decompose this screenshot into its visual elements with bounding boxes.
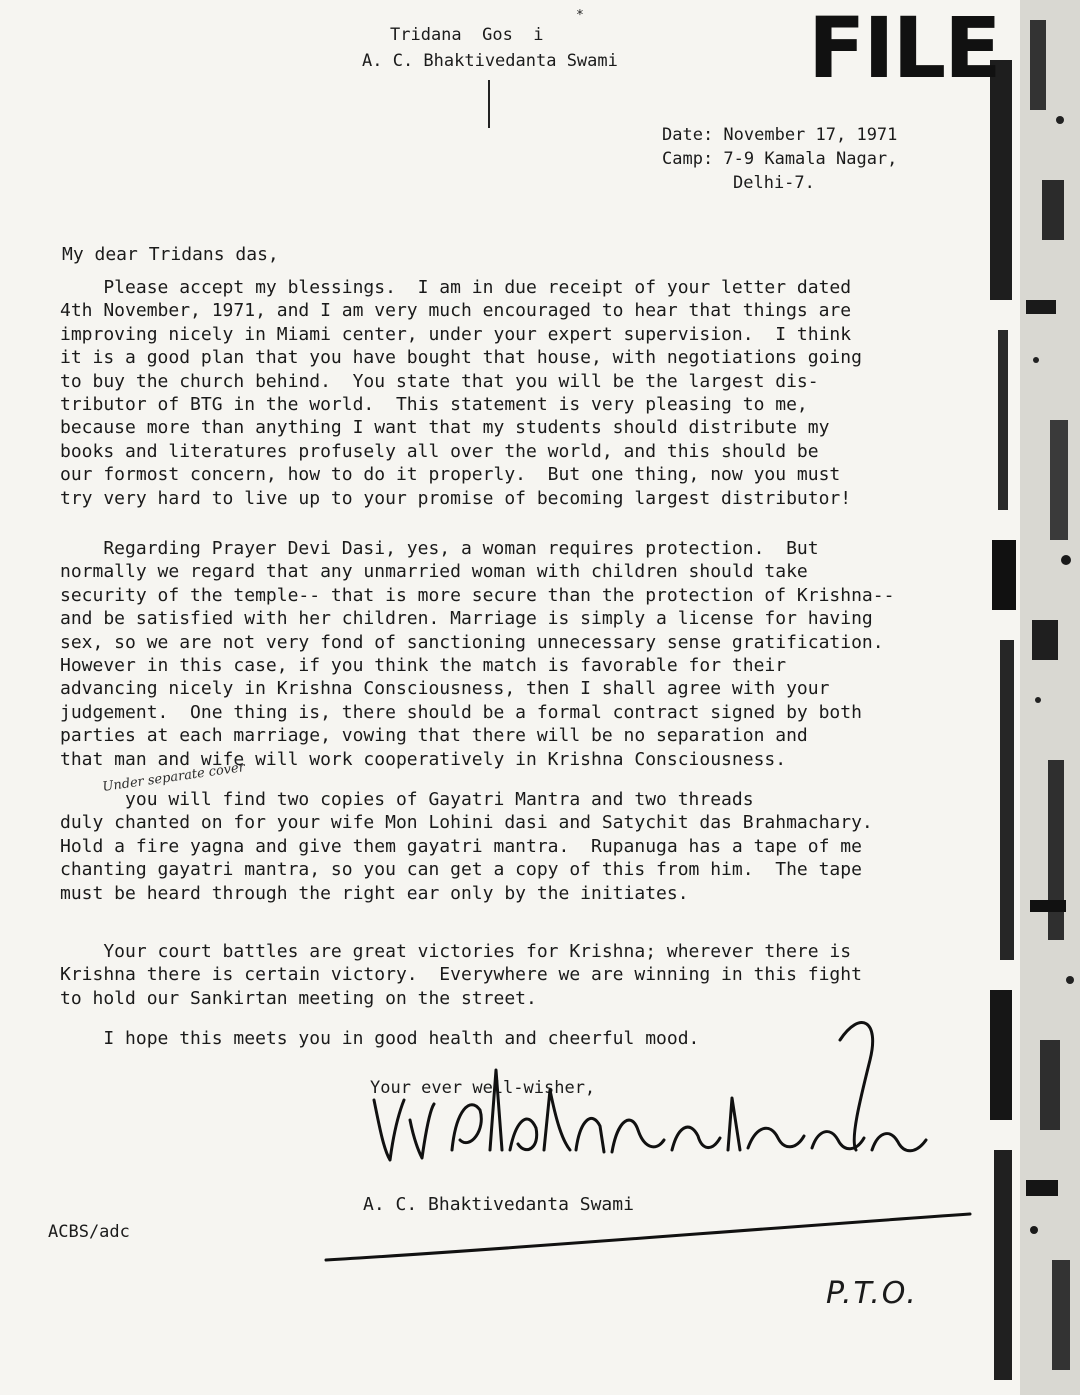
letterhead-name: A. C. Bhaktivedanta Swami [362,51,618,71]
handwritten-underline [320,1210,980,1270]
handwritten-margin-note: Under separate cover [101,760,246,795]
reference-initials: ACBS/adc [48,1222,130,1242]
paragraph-2: Regarding Prayer Devi Dasi, yes, a woman requires protection. But normally we regard that any unmarried woman with children should take security of the temple-- that is more secure than the protection of Krishna-- and be satisfied with her children. Marriage is simply a license for having sex, so we are not very fond of sanctioning unnecessary sense gratification. However in this case, if you think the match is favorable for their advancing nicely in Krishna Consciousness, then I shall agree with your judgement. One thing is, there should be a formal contract signed by both parties at each marriage, vowing that there will be no separation and that man and wife will work cooperatively in Krishna Consciousness. [60,538,895,770]
letterhead-title: Tridana Gos i [390,25,544,45]
closing: Your ever well-wisher, [370,1078,596,1098]
scanned-margin-edge [990,0,1080,1395]
letter-camp: Camp: 7-9 Kamala Nagar, [662,149,898,169]
handwritten-signature [360,1000,960,1180]
paragraph-5: I hope this meets you in good health and cheerful mood. [60,1028,700,1049]
asterisk-mark: * [576,8,584,23]
paragraph-1: Please accept my blessings. I am in due receipt of your letter dated 4th November, 1971, and I am very much encouraged to hear that things are improving nicely in Miami center, under your expert supervision. I think it is a good plan that you have bought that house, with negotiations going to buy the church behind. You state that you will be the largest dis- tributor of BTG in the world. This statement is very pleasing to me, because more than anything I want that my students should distribute my books and literatures profusely all over the world, and this should be our formost concern, how to do it properly. But one thing, now you must try very hard to live up to your promise of becoming largest distributor! [60,277,862,509]
paragraph-4: Your court battles are great victories for Krishna; wherever there is Krishna there is certain victory. Everywhere we are winning in this fight to hold our Sankirtan meeting on the street. [60,941,862,1009]
paragraph-3: you will find two copies of Gayatri Mantra and two threads duly chanted on for your wife Mon Lohini dasi and Satychit das Brahmachary. Hold a fire yagna and give them gayatri mantra. Rupanuga has a tape of me chanting gayatri mantra, so you can get a copy of this from him. The tape must be heard through the right ear only by the initiates. [60,789,873,904]
letter-city: Delhi-7. [733,173,815,193]
letterhead-tick [488,80,490,128]
letter-date: Date: November 17, 1971 [662,125,898,145]
salutation: My dear Tridans das, [62,244,279,265]
signature-name: A. C. Bhaktivedanta Swami [363,1194,634,1215]
file-stamp: FILE [808,0,1000,97]
margin-noise-graphic [990,0,1080,1395]
pto-note: P.T.O. [826,1276,918,1311]
